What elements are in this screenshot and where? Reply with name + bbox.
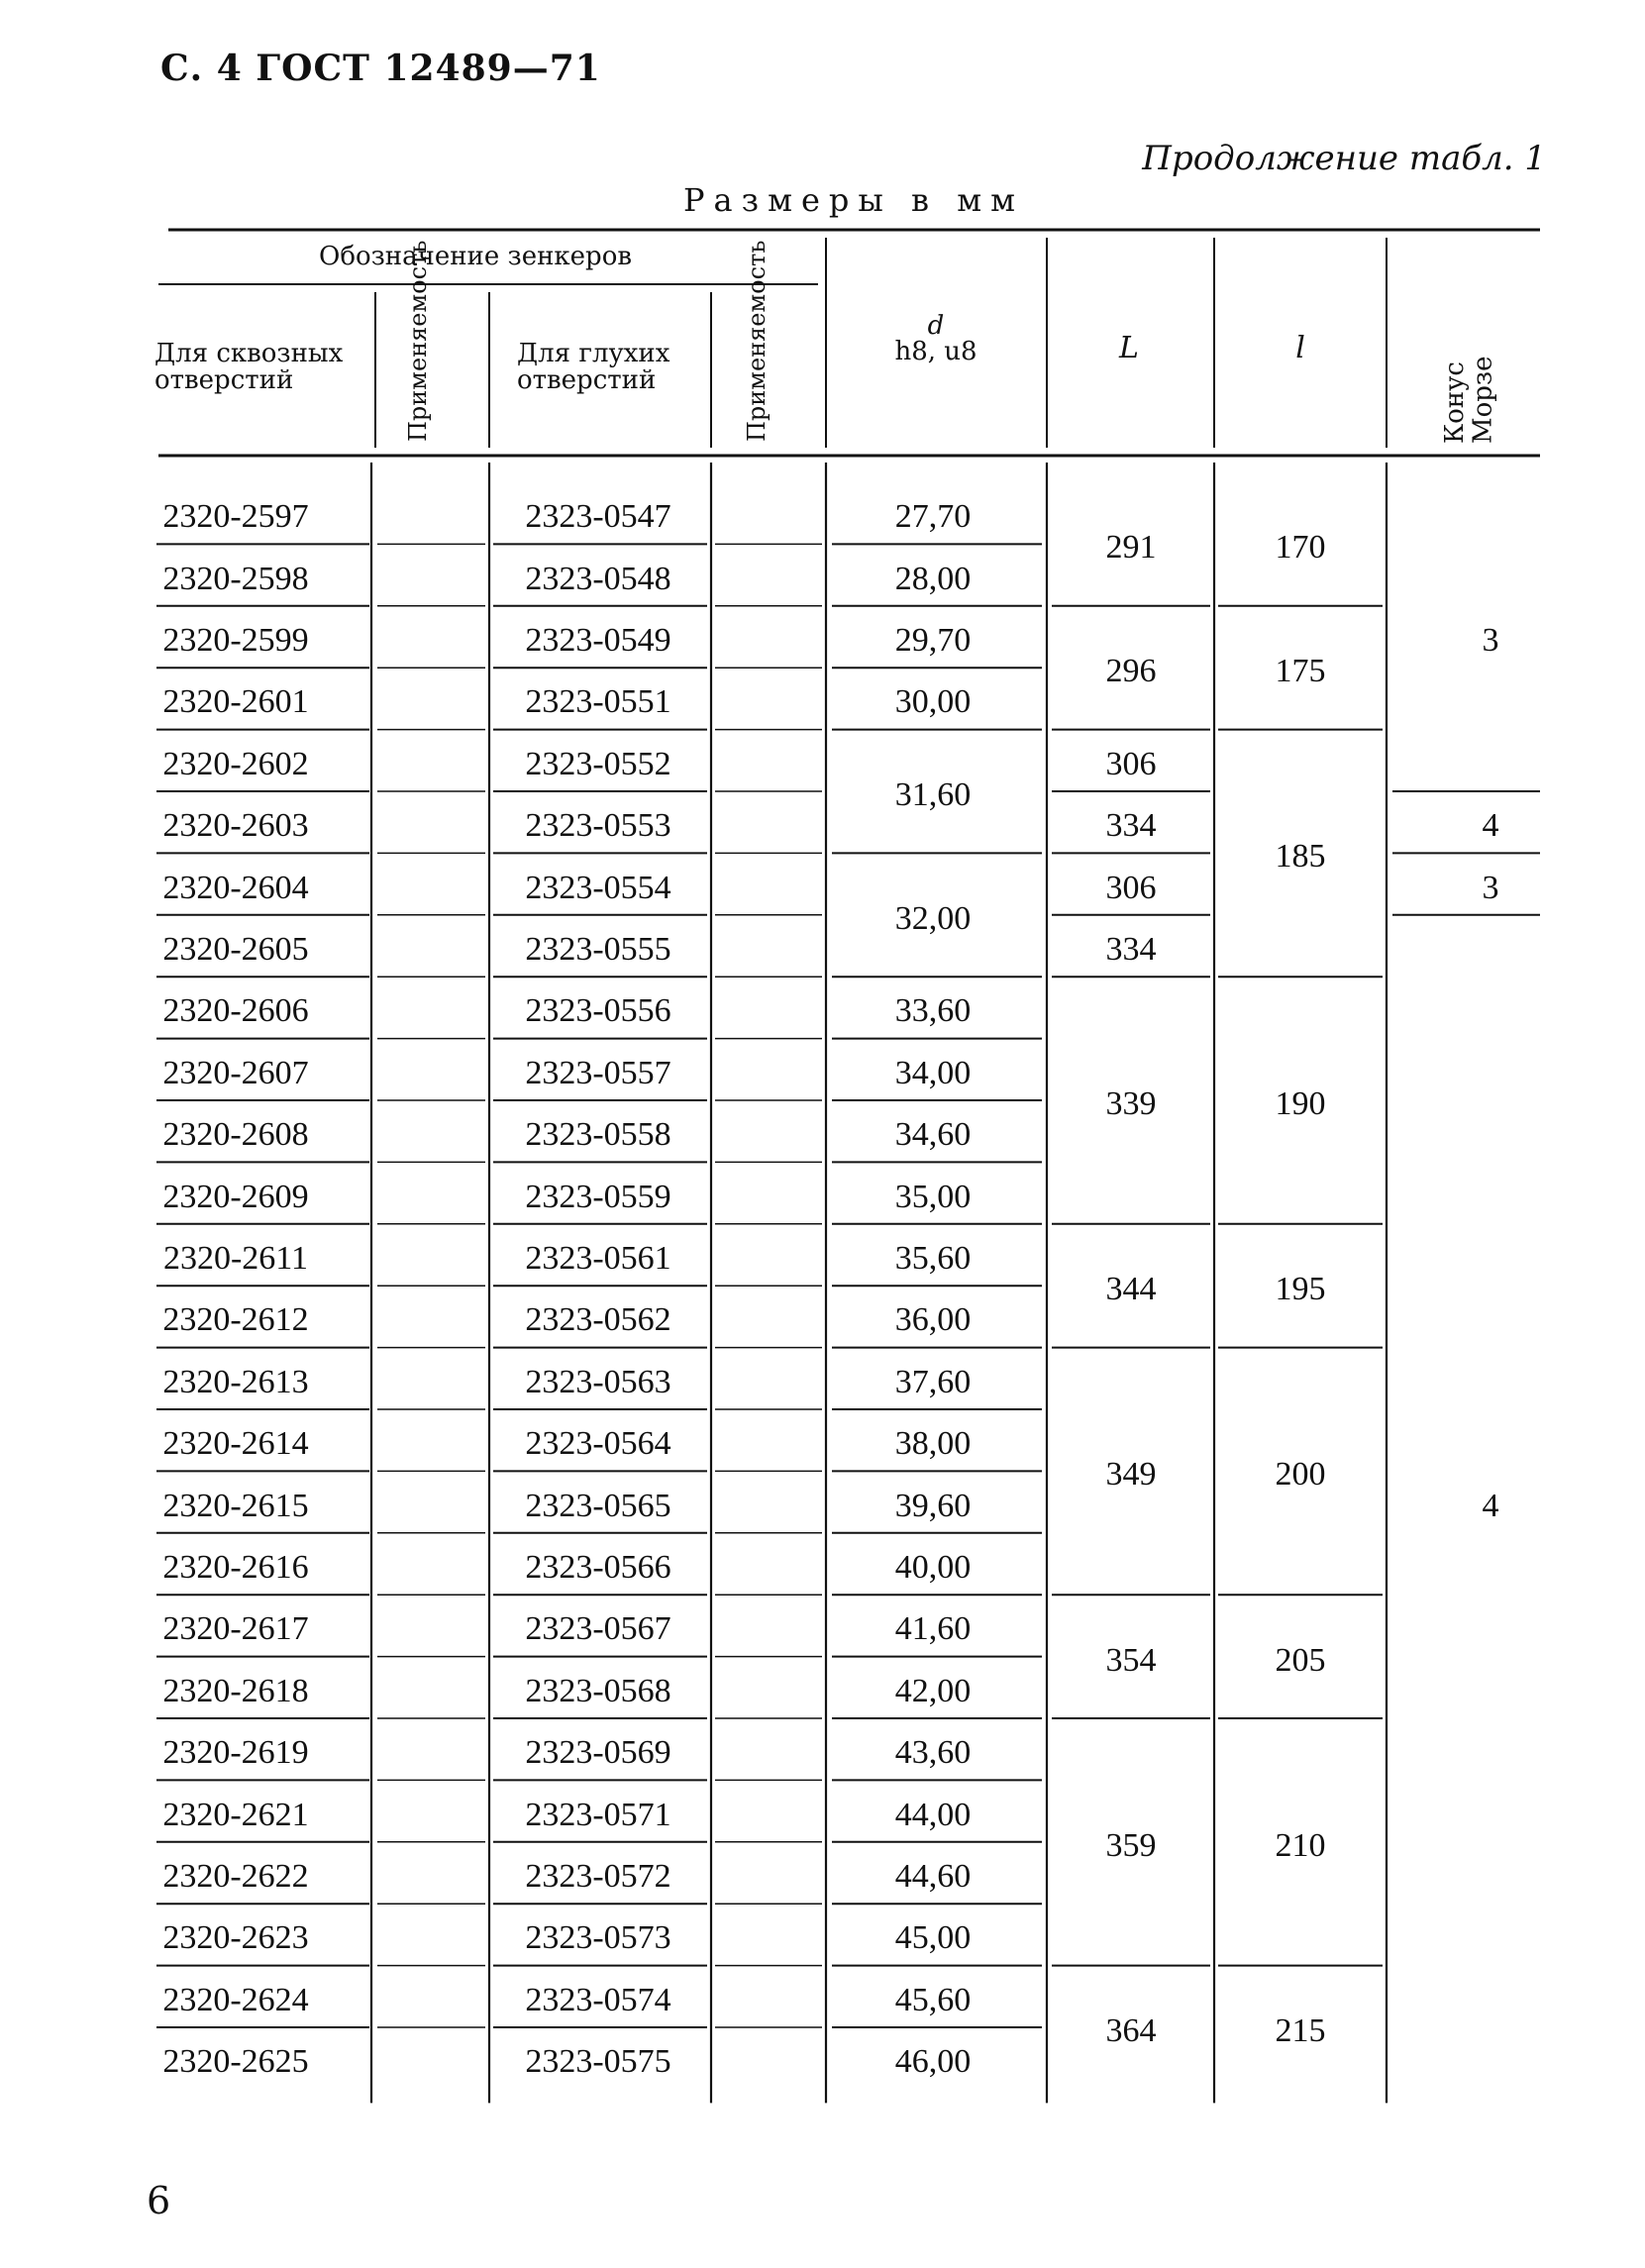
- length-l: 190: [1275, 1085, 1326, 1122]
- length-L: 359: [1105, 1826, 1157, 1864]
- length-L: 306: [1105, 869, 1157, 906]
- designation-through: 2320-2618: [162, 1672, 309, 1709]
- designation-blind: 2323-0551: [525, 683, 671, 721]
- diameter-d: 34,60: [894, 1116, 972, 1154]
- header-group-designation: Обозначение зенкеров: [319, 242, 632, 271]
- page-number: 6: [147, 2179, 171, 2222]
- designation-blind: 2323-0558: [525, 1116, 671, 1154]
- designation-blind: 2323-0547: [525, 498, 671, 536]
- designation-through: 2320-2621: [162, 1796, 309, 1833]
- header-morse-taper: Конус Морзе: [1440, 356, 1498, 444]
- header-d-tolerance: h8, u8: [894, 337, 977, 366]
- diameter-d: 29,70: [894, 622, 972, 659]
- designation-blind: 2323-0548: [525, 560, 671, 597]
- length-L: 334: [1105, 807, 1157, 845]
- designation-through: 2320-2622: [162, 1858, 309, 1895]
- designation-through: 2320-2606: [162, 992, 309, 1030]
- length-l: 170: [1275, 529, 1326, 567]
- page-header: С. 4 ГОСТ 12489—71: [160, 48, 601, 89]
- morse-taper: 4: [1482, 1487, 1499, 1524]
- designation-blind: 2323-0574: [525, 1981, 671, 2018]
- designation-through: 2320-2601: [162, 683, 309, 721]
- diameter-d: 38,00: [894, 1425, 972, 1463]
- designation-blind: 2323-0567: [525, 1610, 671, 1648]
- diameter-d: 44,00: [894, 1796, 972, 1833]
- morse-taper: 3: [1482, 869, 1499, 906]
- designation-blind: 2323-0556: [525, 992, 671, 1030]
- diameter-d: 41,60: [894, 1610, 972, 1648]
- diameter-d: 32,00: [894, 899, 972, 937]
- designation-blind: 2323-0552: [525, 745, 671, 782]
- designation-blind: 2323-0572: [525, 1858, 671, 1895]
- designation-through: 2320-2612: [162, 1301, 309, 1339]
- length-L: 306: [1105, 745, 1157, 782]
- designation-through: 2320-2616: [162, 1549, 309, 1586]
- length-L: 364: [1105, 2012, 1157, 2049]
- diameter-d: 35,00: [894, 1178, 972, 1215]
- designation-blind: 2323-0554: [525, 869, 671, 906]
- diameter-d: 44,60: [894, 1858, 972, 1895]
- morse-taper: 4: [1482, 807, 1499, 845]
- designation-through: 2320-2597: [162, 498, 309, 536]
- length-l: 175: [1275, 653, 1326, 690]
- designation-blind: 2323-0562: [525, 1301, 671, 1339]
- designation-through: 2320-2615: [162, 1487, 309, 1524]
- units-label: Размеры в мм: [683, 181, 1024, 219]
- diameter-d: 37,60: [894, 1363, 972, 1400]
- designation-blind: 2323-0569: [525, 1734, 671, 1772]
- designation-through: 2320-2598: [162, 560, 309, 597]
- designation-blind: 2323-0573: [525, 1919, 671, 1957]
- designation-through: 2320-2604: [162, 869, 309, 906]
- header-through-holes: Для сквозных отверстий: [154, 339, 344, 396]
- diameter-d: 46,00: [894, 2043, 972, 2081]
- designation-through: 2320-2607: [162, 1054, 309, 1091]
- length-L: 296: [1105, 653, 1157, 690]
- designation-blind: 2323-0563: [525, 1363, 671, 1400]
- designation-through: 2320-2602: [162, 745, 309, 782]
- designation-blind: 2323-0568: [525, 1672, 671, 1709]
- length-l: 205: [1275, 1641, 1326, 1679]
- designation-blind: 2323-0566: [525, 1549, 671, 1586]
- length-L: 349: [1105, 1456, 1157, 1494]
- diameter-d: 45,00: [894, 1919, 972, 1957]
- designation-blind: 2323-0559: [525, 1178, 671, 1215]
- diameter-d: 36,00: [894, 1301, 972, 1339]
- header-L: L: [1119, 331, 1139, 365]
- diameter-d: 33,60: [894, 992, 972, 1030]
- header-d-symbol: d: [927, 311, 945, 341]
- designation-blind: 2323-0564: [525, 1425, 671, 1463]
- designation-through: 2320-2611: [162, 1240, 309, 1277]
- diameter-d: 34,00: [894, 1054, 972, 1091]
- designation-through: 2320-2614: [162, 1425, 309, 1463]
- diameter-d: 40,00: [894, 1549, 972, 1586]
- designation-through: 2320-2608: [162, 1116, 309, 1154]
- designation-blind: 2323-0557: [525, 1054, 671, 1091]
- length-L: 354: [1105, 1641, 1157, 1679]
- designation-through: 2320-2619: [162, 1734, 309, 1772]
- designation-through: 2320-2617: [162, 1610, 309, 1648]
- morse-taper: 3: [1482, 622, 1499, 659]
- header-usage-through: Применяемость: [404, 240, 432, 442]
- length-L: 344: [1105, 1271, 1157, 1308]
- designation-through: 2320-2624: [162, 1981, 309, 2018]
- header-usage-blind: Применяемость: [743, 240, 771, 442]
- diameter-d: 31,60: [894, 776, 972, 813]
- diameter-d: 45,60: [894, 1981, 972, 2018]
- diameter-d: 27,70: [894, 498, 972, 536]
- length-L: 291: [1105, 529, 1157, 567]
- designation-through: 2320-2603: [162, 807, 309, 845]
- diameter-d: 39,60: [894, 1487, 972, 1524]
- designation-blind: 2323-0575: [525, 2043, 671, 2081]
- diameter-d: 30,00: [894, 683, 972, 721]
- length-l: 200: [1275, 1456, 1326, 1494]
- designation-through: 2320-2609: [162, 1178, 309, 1215]
- diameter-d: 42,00: [894, 1672, 972, 1709]
- designation-through: 2320-2613: [162, 1363, 309, 1400]
- designation-blind: 2323-0565: [525, 1487, 671, 1524]
- length-l: 195: [1275, 1271, 1326, 1308]
- length-l: 210: [1275, 1826, 1326, 1864]
- designation-blind: 2323-0553: [525, 807, 671, 845]
- designation-blind: 2323-0571: [525, 1796, 671, 1833]
- designation-through: 2320-2605: [162, 931, 309, 968]
- designation-blind: 2323-0549: [525, 622, 671, 659]
- table-continuation-label: Продолжение табл. 1: [1142, 139, 1546, 178]
- designation-blind: 2323-0555: [525, 931, 671, 968]
- designation-through: 2320-2599: [162, 622, 309, 659]
- length-l: 185: [1275, 838, 1326, 876]
- diameter-d: 35,60: [894, 1240, 972, 1277]
- designation-through: 2320-2623: [162, 1919, 309, 1957]
- header-l: l: [1295, 331, 1305, 365]
- diameter-d: 43,60: [894, 1734, 972, 1772]
- diameter-d: 28,00: [894, 560, 972, 597]
- length-l: 215: [1275, 2012, 1326, 2049]
- designation-through: 2320-2625: [162, 2043, 309, 2081]
- length-L: 339: [1105, 1085, 1157, 1122]
- length-L: 334: [1105, 931, 1157, 968]
- header-blind-holes: Для глухих отверстий: [517, 339, 670, 396]
- designation-blind: 2323-0561: [525, 1240, 671, 1277]
